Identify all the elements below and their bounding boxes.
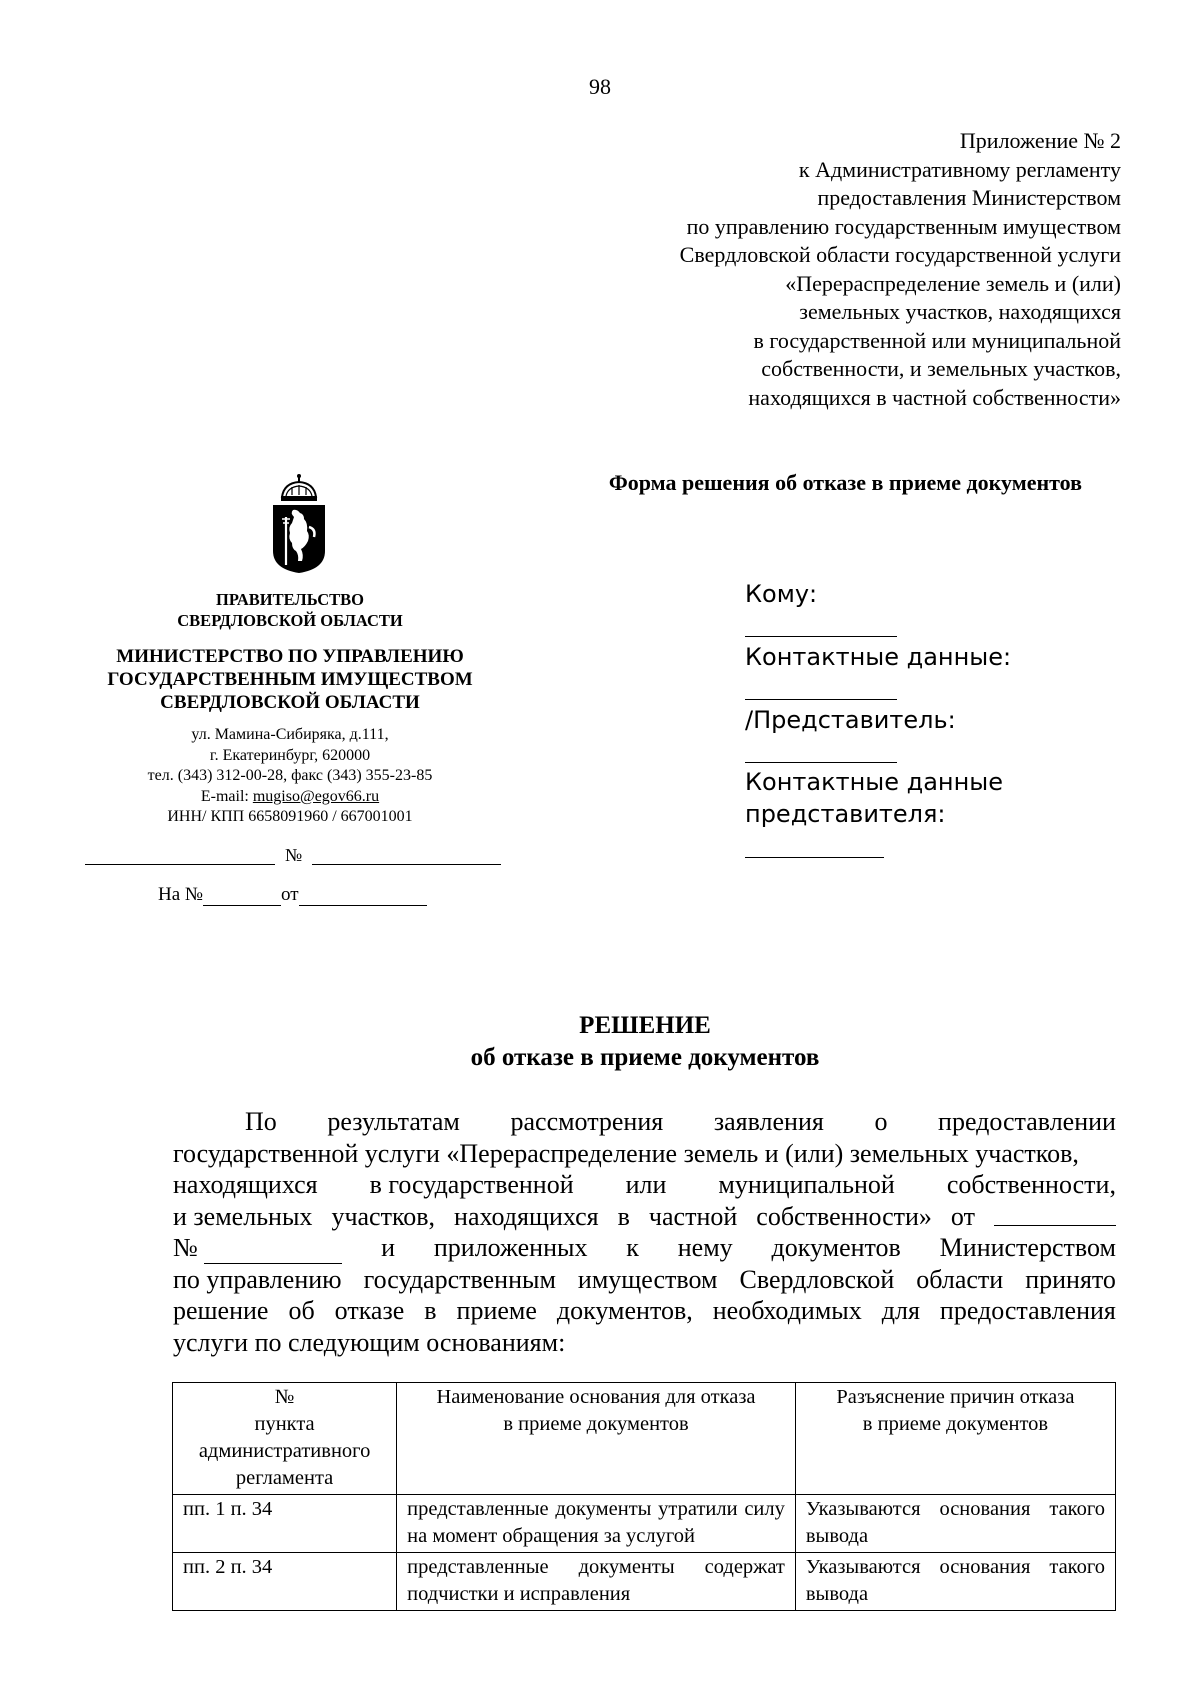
word: По — [245, 1107, 277, 1136]
appendix-line: в государственной или муниципальной — [753, 327, 1121, 353]
word: рассмотрения — [510, 1107, 664, 1136]
appendix-line: по управлению государственным имуществом — [686, 213, 1121, 239]
word: документов, — [556, 1296, 693, 1325]
appendix-line: собственности, и земельных участков, — [761, 356, 1121, 381]
word: приложенных — [433, 1233, 588, 1262]
word: имуществом — [577, 1264, 718, 1294]
appendix-line: Приложение № 2 — [959, 128, 1121, 153]
cell-explanation: Указываются основания такого вывода — [795, 1553, 1115, 1611]
ministry-line: МИНИСТЕРСТВО ПО УПРАВЛЕНИЮ — [116, 646, 464, 667]
header-line: Разъяснение причин отказа — [836, 1386, 1075, 1408]
decision-heading — [0, 1010, 1200, 1074]
number-sign: № — [285, 845, 303, 865]
ref-prefix: На № — [158, 884, 204, 905]
paragraph-line — [173, 1232, 1116, 1264]
appendix-line: к Административному регламенту — [798, 156, 1121, 182]
header-line: Наименование основания для отказа — [436, 1386, 756, 1408]
reference-line — [158, 884, 427, 906]
table-header-row — [173, 1383, 1116, 1495]
email-line — [80, 787, 500, 808]
number-with-blank — [173, 1232, 342, 1264]
decision-paragraph — [173, 1106, 1116, 1358]
cell-clause: пп. 1 п. 34 — [173, 1495, 397, 1553]
government-name — [80, 589, 500, 631]
to-blank[interactable] — [745, 636, 897, 637]
word: государственной услуги «Перераспределение земель и (или) земельных участков, — [173, 1138, 1079, 1168]
word: муниципальной — [718, 1170, 895, 1199]
decision-title: РЕШЕНИЕ — [579, 1012, 711, 1039]
paragraph-line — [173, 1138, 1116, 1170]
word: услуги по следующим основаниям: — [173, 1327, 566, 1357]
word: собственности» — [756, 1201, 932, 1231]
contacts-blank[interactable] — [745, 699, 897, 700]
paragraph-line — [173, 1106, 1116, 1138]
word: необходимых — [712, 1296, 862, 1325]
word: от — [950, 1201, 975, 1231]
inn-kpp: ИНН/ КПП 6658091960 / 667001001 — [167, 808, 413, 825]
word: № — [173, 1233, 198, 1262]
word: или — [625, 1170, 667, 1199]
word: приеме — [456, 1296, 537, 1325]
header-line: регламента — [235, 1467, 334, 1489]
word: об — [288, 1296, 315, 1325]
header-explanation — [795, 1383, 1115, 1495]
header-line: № — [274, 1386, 295, 1408]
representative-label: /Представитель: — [745, 706, 956, 734]
word: решение — [173, 1296, 269, 1325]
word: документов — [771, 1233, 901, 1262]
cell-reason: представленные документы содержат подчистки и исправления — [397, 1553, 796, 1611]
ministry-line: ГОСУДАРСТВЕННЫМ ИМУЩЕСТВОМ — [107, 669, 473, 690]
word: государственным — [363, 1264, 556, 1294]
contacts-label: Контактные данные: — [745, 643, 1012, 671]
header-line: в приеме документов — [862, 1413, 1049, 1435]
word: в — [424, 1296, 437, 1325]
paragraph-line — [173, 1264, 1116, 1296]
representative-blank[interactable] — [745, 762, 897, 763]
header-clause — [173, 1383, 397, 1495]
coat-of-arms-icon — [270, 473, 328, 575]
word: области — [916, 1264, 1004, 1294]
word: принято — [1025, 1264, 1116, 1294]
cell-clause: пп. 2 п. 34 — [173, 1553, 397, 1611]
appendix-line: земельных участков, находящихся — [799, 299, 1121, 324]
to-label: Кому: — [745, 580, 818, 608]
registration-line — [85, 845, 505, 867]
paragraph-line — [173, 1201, 1116, 1233]
word: о — [874, 1107, 888, 1136]
word: отказе — [334, 1296, 405, 1325]
word: Свердловской — [739, 1264, 895, 1294]
word: к — [626, 1233, 639, 1262]
application-date-blank[interactable] — [994, 1201, 1116, 1226]
header-line: административного — [198, 1440, 371, 1462]
word: предоставлении — [938, 1107, 1116, 1136]
word: заявления — [713, 1107, 824, 1136]
word: находящихся — [173, 1170, 318, 1199]
word: и — [381, 1233, 396, 1262]
table-row — [173, 1553, 1116, 1611]
header-line: пункта — [254, 1413, 315, 1435]
word: нему — [677, 1233, 733, 1262]
ref-date-blank[interactable] — [299, 887, 427, 906]
word: для — [881, 1296, 920, 1325]
word: собственности, — [946, 1170, 1116, 1199]
government-line: ПРАВИТЕЛЬСТВО — [216, 590, 364, 609]
ministry-name — [80, 645, 500, 714]
government-line: СВЕРДЛОВСКОЙ ОБЛАСТИ — [177, 611, 403, 630]
word: результатам — [327, 1107, 460, 1136]
appendix-line: Свердловской области государственной услуги — [679, 242, 1121, 267]
word: находящихся — [454, 1201, 599, 1231]
page-number: 98 — [589, 74, 611, 99]
word: и земельных — [173, 1201, 313, 1231]
word: в государственной — [369, 1170, 574, 1199]
ministry-line: СВЕРДЛОВСКОЙ ОБЛАСТИ — [160, 692, 420, 713]
appendix-line: предоставления Министерством — [817, 185, 1121, 210]
rep-contacts-blank[interactable] — [745, 857, 884, 858]
ref-number-blank[interactable] — [203, 887, 281, 906]
header-line: в приеме документов — [503, 1413, 689, 1435]
word: предоставления — [939, 1296, 1116, 1325]
table-row — [173, 1495, 1116, 1553]
recipient-block — [745, 580, 1165, 880]
cell-reason: представленные документы утратили силу на момент обращения за услугой — [397, 1495, 796, 1553]
form-title: Форма решения об отказе в приеме документов — [608, 470, 1082, 495]
header-reason — [397, 1383, 796, 1495]
phone-fax: тел. (343) 312-00-28, факс (343) 355-23-85 — [147, 767, 433, 784]
refusal-grounds-table — [172, 1382, 1116, 1611]
ref-from: от — [281, 884, 299, 905]
rep-contacts-label: Контактные данные — [745, 768, 1004, 796]
reg-number-blank[interactable] — [312, 864, 501, 865]
ministry-address — [80, 725, 500, 828]
paragraph-line — [173, 1295, 1116, 1327]
appendix-line: «Перераспределение земель и (или) — [785, 270, 1121, 296]
word: Министерством — [939, 1233, 1116, 1262]
paragraph-line — [173, 1327, 1116, 1359]
address-city: г. Екатеринбург, 620000 — [209, 746, 371, 764]
paragraph-line — [173, 1169, 1116, 1201]
decision-subtitle: об отказе в приеме документов — [470, 1044, 820, 1071]
application-number-blank[interactable] — [204, 1239, 342, 1264]
email-link[interactable]: mugiso@egov66.ru — [252, 787, 380, 805]
email-label: E-mail: — [200, 787, 253, 805]
appendix-line: находящихся в частной собственности» — [748, 384, 1121, 410]
address-street: ул. Мамина-Сибиряка, д.111, — [191, 726, 389, 743]
rep-contacts-label-cont: представителя: — [745, 800, 946, 828]
word: в — [617, 1201, 630, 1231]
reg-date-blank[interactable] — [85, 864, 275, 865]
word: частной — [648, 1201, 738, 1231]
word: участков, — [331, 1201, 436, 1231]
appendix-header — [561, 127, 1121, 412]
cell-explanation: Указываются основания такого вывода — [795, 1495, 1115, 1553]
word: по управлению — [173, 1264, 342, 1294]
